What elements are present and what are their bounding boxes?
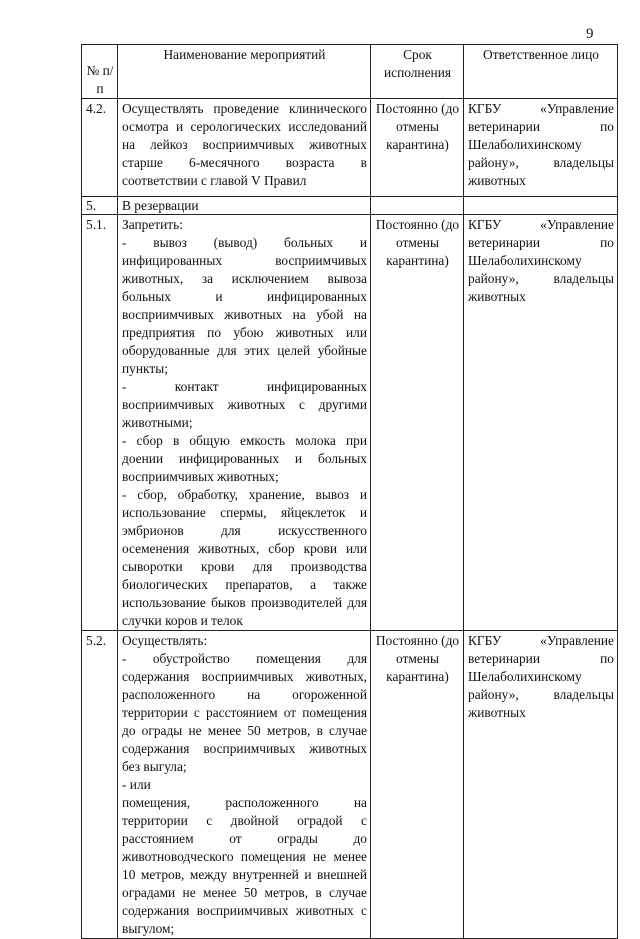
action-item: - вывоз (вывод) больных и инфицированных восприимчивых животных, за исключением вывоза больных и инфицированных восприимчивых животных на убой на предприятия по убою животных или оборудованные для этих целей убойные пункты;	[122, 235, 367, 376]
action-item: - контакт инфицированных восприимчивых животных с другими животными;	[122, 379, 367, 430]
row-num: 4.2.	[82, 99, 118, 197]
row-responsible: КГБУ «Управление ветеринарии по Шелаболихинскому району», владельцы животных	[464, 215, 618, 631]
row-num: 5.2.	[82, 631, 118, 939]
row-num: 5.1.	[82, 215, 118, 631]
action-item: Осуществлять:	[122, 633, 208, 648]
page-number: 9	[586, 26, 594, 42]
action-item: - сбор, обработку, хранение, вывоз и использование спермы, яйцеклеток и эмбрионов для искусственного осеменения животных, сбор крови или сыворотки крови для производства биологических препаратов, а также использование быков производителей для случки коров и телок	[122, 487, 367, 628]
action-item: помещения, расположенного на территории с двойной оградой с расстоянием от ограды до животноводческого помещения не менее 10 метров, между внутренней и внешней оградами не менее 50 метров, в случае содержания восприимчивых животных с выгулом;	[122, 795, 367, 936]
row-num: 5.	[82, 197, 118, 215]
row-term: Постоянно (до отмены карантина)	[371, 215, 464, 631]
header-term: Срок исполнения	[371, 45, 464, 99]
table-row	[82, 99, 618, 197]
action-item: - обустройство помещения для содержания восприимчивых животных, расположенного на огороженной территории с расстоянием от помещения до ограды не менее 50 метров, в случае содержания восприимчивых животных без выгула;	[122, 651, 367, 774]
row-responsible: КГБУ «Управление ветеринарии по Шелаболихинскому району», владельцы животных	[464, 99, 618, 197]
row-term: Постоянно (до отмены карантина)	[371, 631, 464, 939]
action-item: Запретить:	[122, 217, 183, 232]
row-term	[371, 197, 464, 215]
header-num: № п/п	[82, 45, 118, 99]
row-action: В резервации	[118, 197, 371, 215]
row-action	[118, 631, 371, 939]
row-action: Осуществлять проведение клинического осмотра и серологических исследований на лейкоз восприимчивых животных старше 6-месячного возраста в соответствии с главой V Правил	[118, 99, 371, 197]
header-action: Наименование мероприятий	[118, 45, 371, 99]
row-responsible: КГБУ «Управление ветеринарии по Шелаболихинскому району», владельцы животных	[464, 631, 618, 939]
table-header-row	[82, 45, 618, 99]
measures-table	[81, 44, 618, 939]
action-item: - или	[122, 777, 151, 792]
action-item: - сбор в общую емкость молока при доении инфицированных и больных восприимчивых животных;	[122, 433, 367, 484]
table-row	[82, 197, 618, 215]
row-term: Постоянно (до отмены карантина)	[371, 99, 464, 197]
table-row	[82, 215, 618, 631]
row-action	[118, 215, 371, 631]
row-responsible	[464, 197, 618, 215]
table-row	[82, 631, 618, 939]
header-responsible: Ответственное лицо	[464, 45, 618, 99]
